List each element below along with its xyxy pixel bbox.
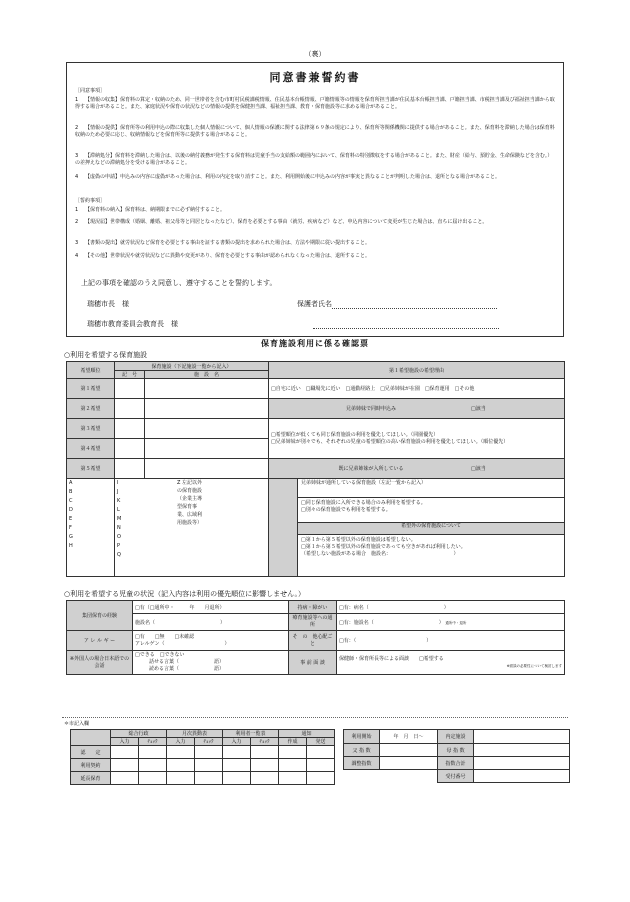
- name-input-4[interactable]: [145, 439, 269, 459]
- foreign-label: ※外国人の場合日本語での会話: [67, 651, 133, 675]
- other-concerns-field[interactable]: □有：（ ）: [337, 631, 565, 651]
- sibling-same-row: 兄弟姉妹で同時申込み □該当: [269, 399, 565, 419]
- facility-heading: ○利用を希望する保育施設: [64, 351, 148, 359]
- reason-options[interactable]: □自宅に近い □職場先に近い □通勤経路上 □兄弟姉妹が在園 □保育運用 □その他: [269, 379, 565, 399]
- pledge-item: 1 【保育料の納入】保育料は、納期限までに必ず納付すること。: [75, 207, 226, 213]
- pledge-sentence: 上記の事項を確認のうえ同意し、遵守することを誓約します。: [81, 279, 277, 287]
- child-heading: ○利用を希望する児童の状況（記入内容は利用の優先順位に影響しません。）: [64, 590, 306, 598]
- consent-box: [66, 62, 564, 337]
- hospital-field[interactable]: □有：施設名（ ） 通所中・退所: [337, 614, 565, 631]
- rank-1: 第１希望: [67, 379, 115, 399]
- experience-facility-field[interactable]: 施設名（ ）: [133, 614, 289, 631]
- allergy-field[interactable]: □有 □無 □未確認 アレルゲン（ ）: [133, 631, 289, 651]
- other-options[interactable]: □第１から第５希望以外の保育施設は希望しない。 □第１から第５希望以外の保育施設であっても空きがあれば利用したい。 （希望しない施設がある場合 施設名： ）: [301, 537, 466, 557]
- disease-field[interactable]: □有：病名（ ）: [337, 601, 565, 614]
- group-monthly: 月次異動表: [167, 730, 223, 738]
- group-users: 利用者一覧表: [223, 730, 279, 738]
- addressee-mayor: 瑞穂市長 様: [87, 300, 129, 308]
- already-enrolled-checkbox[interactable]: □該当: [471, 466, 486, 472]
- guardian-signature-line[interactable]: [313, 328, 499, 329]
- pledge-item: 3 【書類の提出】就労状況など保育を必要とする事由を証する書類の提出を求められた場合は、方法や期限に従い提出すること。: [75, 240, 371, 246]
- code-input-5[interactable]: [115, 459, 145, 479]
- start-date-field[interactable]: 年 月 日～: [380, 730, 438, 744]
- agree-heading: ［同意事項］: [75, 88, 106, 94]
- allergy-label: ア レ ル ギ ー: [67, 631, 133, 651]
- col-reason: 第１希望施設の希望理由: [269, 362, 565, 379]
- experience-label: 集団保育の経験: [67, 601, 133, 631]
- other-concerns-label: そ の 他心配ごと: [289, 631, 337, 651]
- rank-5: 第５希望: [67, 459, 115, 479]
- code-input-3[interactable]: [115, 419, 145, 439]
- facility-table: [66, 361, 565, 577]
- rank-4: 第４希望: [67, 439, 115, 459]
- name-input-3[interactable]: [145, 419, 269, 439]
- group-general: 総合行政: [111, 730, 167, 738]
- addressee-education: 瑞穂市教育委員会教育長 様: [87, 320, 178, 328]
- rank-2: 第２希望: [67, 399, 115, 419]
- sibling-options[interactable]: □希望順位が低くても同じ保育施設の利用を優先してほしい。（同園優先） □兄弟姉妹が別々でも、それぞれの児童の希望順位の高い保育施設の利用を優先してほしい。（順位優先）: [269, 419, 565, 459]
- row-certify: 認 定: [71, 746, 111, 759]
- agree-item: 3 【滞納処分】保育料を滞納した場合は、以後の納付義務が発生する保育料は児童手当の支給額の範囲内において、保育料の特別徴収をする場合があること。また、財産（給与、預貯金、生命保険などを含む。）の差押えなどの滞納処分を受ける場合があること。: [75, 153, 553, 166]
- cut-line: [62, 717, 568, 718]
- already-enrolled-row: 既に兄弟姉妹が入所している □該当: [269, 459, 565, 479]
- code-input-2[interactable]: [115, 399, 145, 419]
- office-right-table: 利用開始 年 月 日～ 内定施設 父 指 数 母 指 数 調整指数 指数合計 受付番号: [343, 729, 570, 783]
- foreign-field[interactable]: □できる □できない 話せる言葉（ 語） 読める言葉（ 語）: [133, 651, 289, 675]
- pledge-item: 4 【その他】世帯状況や就労状況などに異動や変更があり、保育を必要とする事由が認められなくなった場合は、退所すること。: [75, 253, 371, 259]
- sheet-title: 保育施設利用に係る確認票: [261, 339, 369, 348]
- sibling-same-checkbox[interactable]: □該当: [471, 406, 486, 412]
- agree-item: 4 【虚偽の申請】申込みの内容に虚偽があった場合は、利用の内定を取り消すこと。また、利用開始後に申込みの内容が事実と異なることが判明した場合は、退所となる場合があること。: [75, 174, 500, 180]
- consent-title: 同意書兼誓約書: [269, 71, 361, 84]
- rank-3: 第３希望: [67, 419, 115, 439]
- receipt-number-field[interactable]: [474, 770, 570, 783]
- enrolled-options[interactable]: □同じ保育施設に入所できる場合のみ利用を希望する。 □別々の保育施設でも利用を希望する。: [298, 498, 564, 523]
- name-input-1[interactable]: [145, 379, 269, 399]
- child-table: [66, 600, 565, 675]
- col-code: 記 号: [115, 371, 145, 379]
- facility-list-i: I J K L M N O P Q Z 左記以外 の保育施設 （企業主導 型保育事 業、広域利 用施設等）: [115, 479, 269, 577]
- facility-list-a: A B C D E F G H: [67, 479, 115, 577]
- agree-item: 2 【情報の提供】保育所等の利用申込の際に収集した個人情報について、個人情報の保護に関する法律第６９条の規定により、保育所等関係機関に提供する場合があること。また、保育料を滞納した場合は保育料収納のため必要に応じ、収納情報などを保育所等に提供する場合があること。: [75, 125, 555, 138]
- col-name: 施 設 名: [145, 371, 269, 379]
- assigned-facility-field[interactable]: [474, 730, 570, 744]
- list-spacer: [269, 479, 298, 577]
- page-label: （裏）: [304, 50, 326, 58]
- other-heading: 希望外の保育施設について: [298, 523, 564, 535]
- guardian-name-field[interactable]: 保護者氏名: [297, 299, 497, 309]
- office-table: 総合行政 月次異動表 利用者一覧表 通知 入力 ﾁｪｯｸ 入力 ﾁｪｯｸ 入力 ﾁｪｯｸ 作成 発送 認 定 利用契約 延長保育: [70, 729, 335, 785]
- interview-label: 事 前 面 談: [289, 651, 337, 675]
- enrolled-note[interactable]: 兄弟姉妹が通所している保育施設（左記一覧から記入）: [298, 479, 564, 498]
- experience-field[interactable]: □有（□通所中・ 年 月退所）: [133, 601, 289, 614]
- code-input-4[interactable]: [115, 439, 145, 459]
- name-input-2[interactable]: [145, 399, 269, 419]
- adjust-index-field[interactable]: [380, 757, 438, 770]
- col-rank: 希望順位: [67, 362, 115, 379]
- disease-label: 持病・障がい: [289, 601, 337, 614]
- enrolled-and-other: [298, 479, 565, 577]
- father-index-field[interactable]: [380, 744, 438, 757]
- group-notice: 通知: [279, 730, 335, 738]
- mother-index-field[interactable]: [474, 744, 570, 757]
- pledge-heading: ［誓約事項］: [75, 198, 106, 204]
- office-heading: ＊市記入欄: [64, 721, 90, 727]
- name-input-5[interactable]: [145, 459, 269, 479]
- interview-field[interactable]: 保健師・保育所長等による面談 □希望する ※面談の必要性について検討します: [337, 651, 565, 675]
- total-index-field[interactable]: [474, 757, 570, 770]
- code-input-1[interactable]: [115, 379, 145, 399]
- agree-item: 1 【情報の収集】保育料の算定・収納のため、同一世帯者を含む市町村民税課税情報、住民基本台帳情報、戸籍情報等の情報を保育所担当課が住民基本台帳担当課、戸籍担当課、市税担当課及び福祉担当課から取得する場合があること。また、家庭状況や保育の状況などの情報の提供を保健担当課、福祉担当課、教育・保育施設等に求める場合があること。: [75, 97, 555, 110]
- pledge-item: 2 【現況届】世帯構成（婚姻、離婚、祖父母等と同居となったなど）、保育を必要とする事由（就労、疾病など）など、申込内容について変更が生じた場合は、直ちに届け出ること。: [75, 219, 488, 225]
- row-contract: 利用契約: [71, 759, 111, 772]
- col-facility: 保育施設（下記施設一覧から記入）: [115, 362, 269, 371]
- row-extended: 延長保育: [71, 772, 111, 785]
- hospital-label: 療育施設等への通所: [289, 614, 337, 631]
